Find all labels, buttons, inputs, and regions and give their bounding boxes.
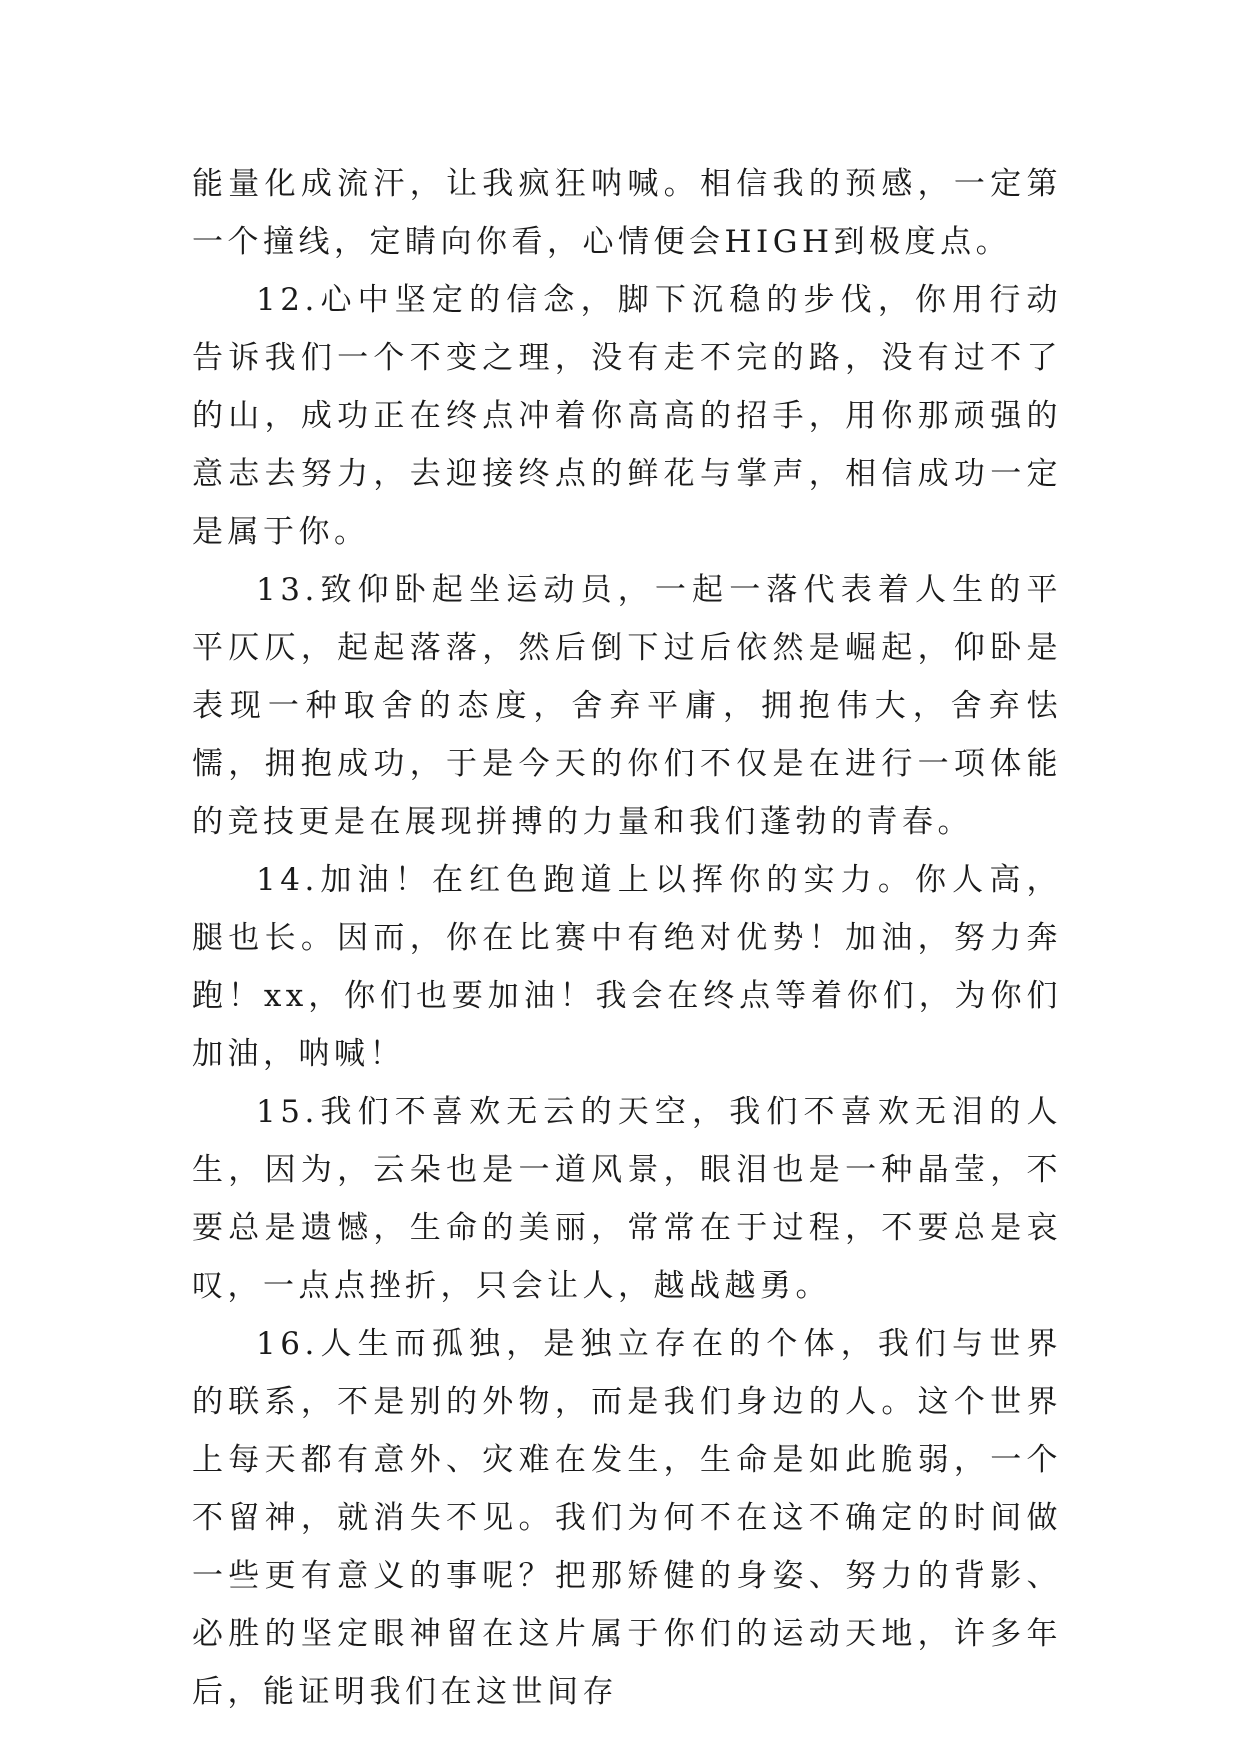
paragraph-15: 15.我们不喜欢无云的天空，我们不喜欢无泪的人生，因为，云朵也是一道风景，眼泪也是一种晶莹，不要总是遗憾，生命的美丽，常常在于过程，不要总是哀叹，一点点挫折，只会让人，越战越勇。 bbox=[192, 1094, 1062, 1304]
paragraph-continuation: 能量化成流汗，让我疯狂呐喊。相信我的预感，一定第一个撞线，定睛向你看，心情便会HIGH到极度点。 bbox=[192, 166, 1062, 260]
paragraph-16: 16.人生而孤独，是独立存在的个体，我们与世界的联系，不是别的外物，而是我们身边的人。这个世界上每天都有意外、灾难在发生，生命是如此脆弱，一个不留神，就消失不见。我们为何不在这不确定的时间做一些更有意义的事呢？把那矫健的身姿、努力的背影、必胜的坚定眼神留在这片属于你们的运动天地，许多年后，能证明我们在这世间存 bbox=[192, 1326, 1062, 1710]
document-body bbox=[192, 155, 1062, 1721]
paragraph-13: 13.致仰卧起坐运动员，一起一落代表着人生的平平仄仄，起起落落，然后倒下过后依然是崛起，仰卧是表现一种取舍的态度，舍弃平庸，拥抱伟大，舍弃怯懦，拥抱成功，于是今天的你们不仅是在进行一项体能的竞技更是在展现拼搏的力量和我们蓬勃的青春。 bbox=[192, 572, 1062, 840]
paragraph-12: 12.心中坚定的信念，脚下沉稳的步伐，你用行动告诉我们一个不变之理，没有走不完的路，没有过不了的山，成功正在终点冲着你高高的招手，用你那顽强的意志去努力，去迎接终点的鲜花与掌声，相信成功一定是属于你。 bbox=[192, 282, 1062, 550]
paragraph-14: 14.加油！在红色跑道上以挥你的实力。你人高，腿也长。因而，你在比赛中有绝对优势！加油，努力奔跑！xx，你们也要加油！我会在终点等着你们，为你们加油，呐喊！ bbox=[192, 862, 1062, 1072]
